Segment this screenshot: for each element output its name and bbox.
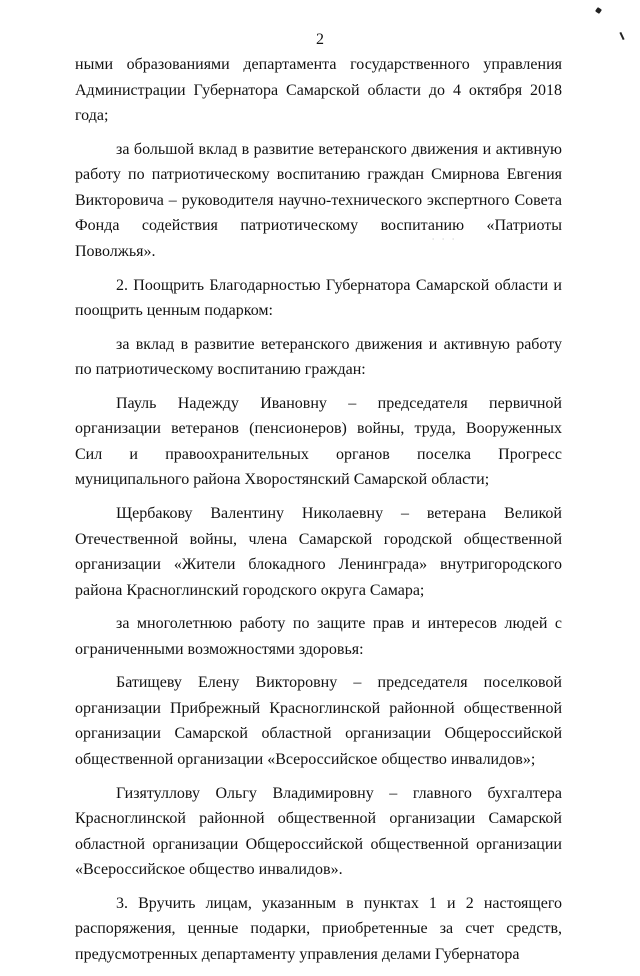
paragraph: за вклад в развитие ветеранского движения и активную работу по патриотическому воспитанию граждан:	[75, 335, 562, 379]
paragraph: 2. Поощрить Благодарностью Губернатора Самарской области и поощрить ценным подарком:	[75, 276, 562, 320]
paragraph: за большой вклад в развитие ветеранского движения и активную работу по патриотическому воспитанию граждан Смирнова Евгения Викторовича – руководителя научно-технического экспертного Совета Фонда содействия патриотическому воспитанию «Патриоты Поволжья».	[75, 140, 562, 261]
paragraph: Гизятуллову Ольгу Владимировну – главного бухгалтера Красноглинской районной общественной организации Самарской областной организации Общероссийской общественной организации «Всероссийское общество инвалидов».	[75, 784, 562, 879]
document-body	[75, 52, 562, 976]
paragraph: Пауль Надежду Ивановну – председателя первичной организации ветеранов (пенсионеров) войны, труда, Вооруженных Сил и правоохранительных органов поселка Прогресс муниципального района Хворостянский Самарской области;	[75, 394, 562, 489]
paragraph: 3. Вручить лицам, указанным в пунктах 1 и 2 настоящего распоряжения, ценные подарки, приобретенные за счет средств, предусмотренных департаменту управления делами Губернатора	[75, 894, 562, 964]
paragraph: ными образованиями департамента государственного управления Администрации Губернатора Самарской области до 4 октября 2018 года;	[75, 56, 562, 125]
paragraph: Щербакову Валентину Николаевну – ветерана Великой Отечественной войны, члена Самарской городской общественной организации «Жители блокадного Ленинграда» внутригородского района Красноглинский городского округа Самара;	[75, 504, 562, 599]
scan-smudge: · · ·	[432, 235, 457, 244]
paragraph: Батищеву Елену Викторовну – председателя поселковой организации Прибрежный Красноглинской районной общественной организации Самарской областной организации Общероссийской общественной организации «Всероссийское общество инвалидов»;	[75, 674, 562, 769]
paragraph: за многолетнюю работу по защите прав и интересов людей с ограниченными возможностями здоровья:	[75, 615, 562, 658]
scan-mark	[595, 7, 602, 14]
page-number: 2	[316, 31, 324, 48]
